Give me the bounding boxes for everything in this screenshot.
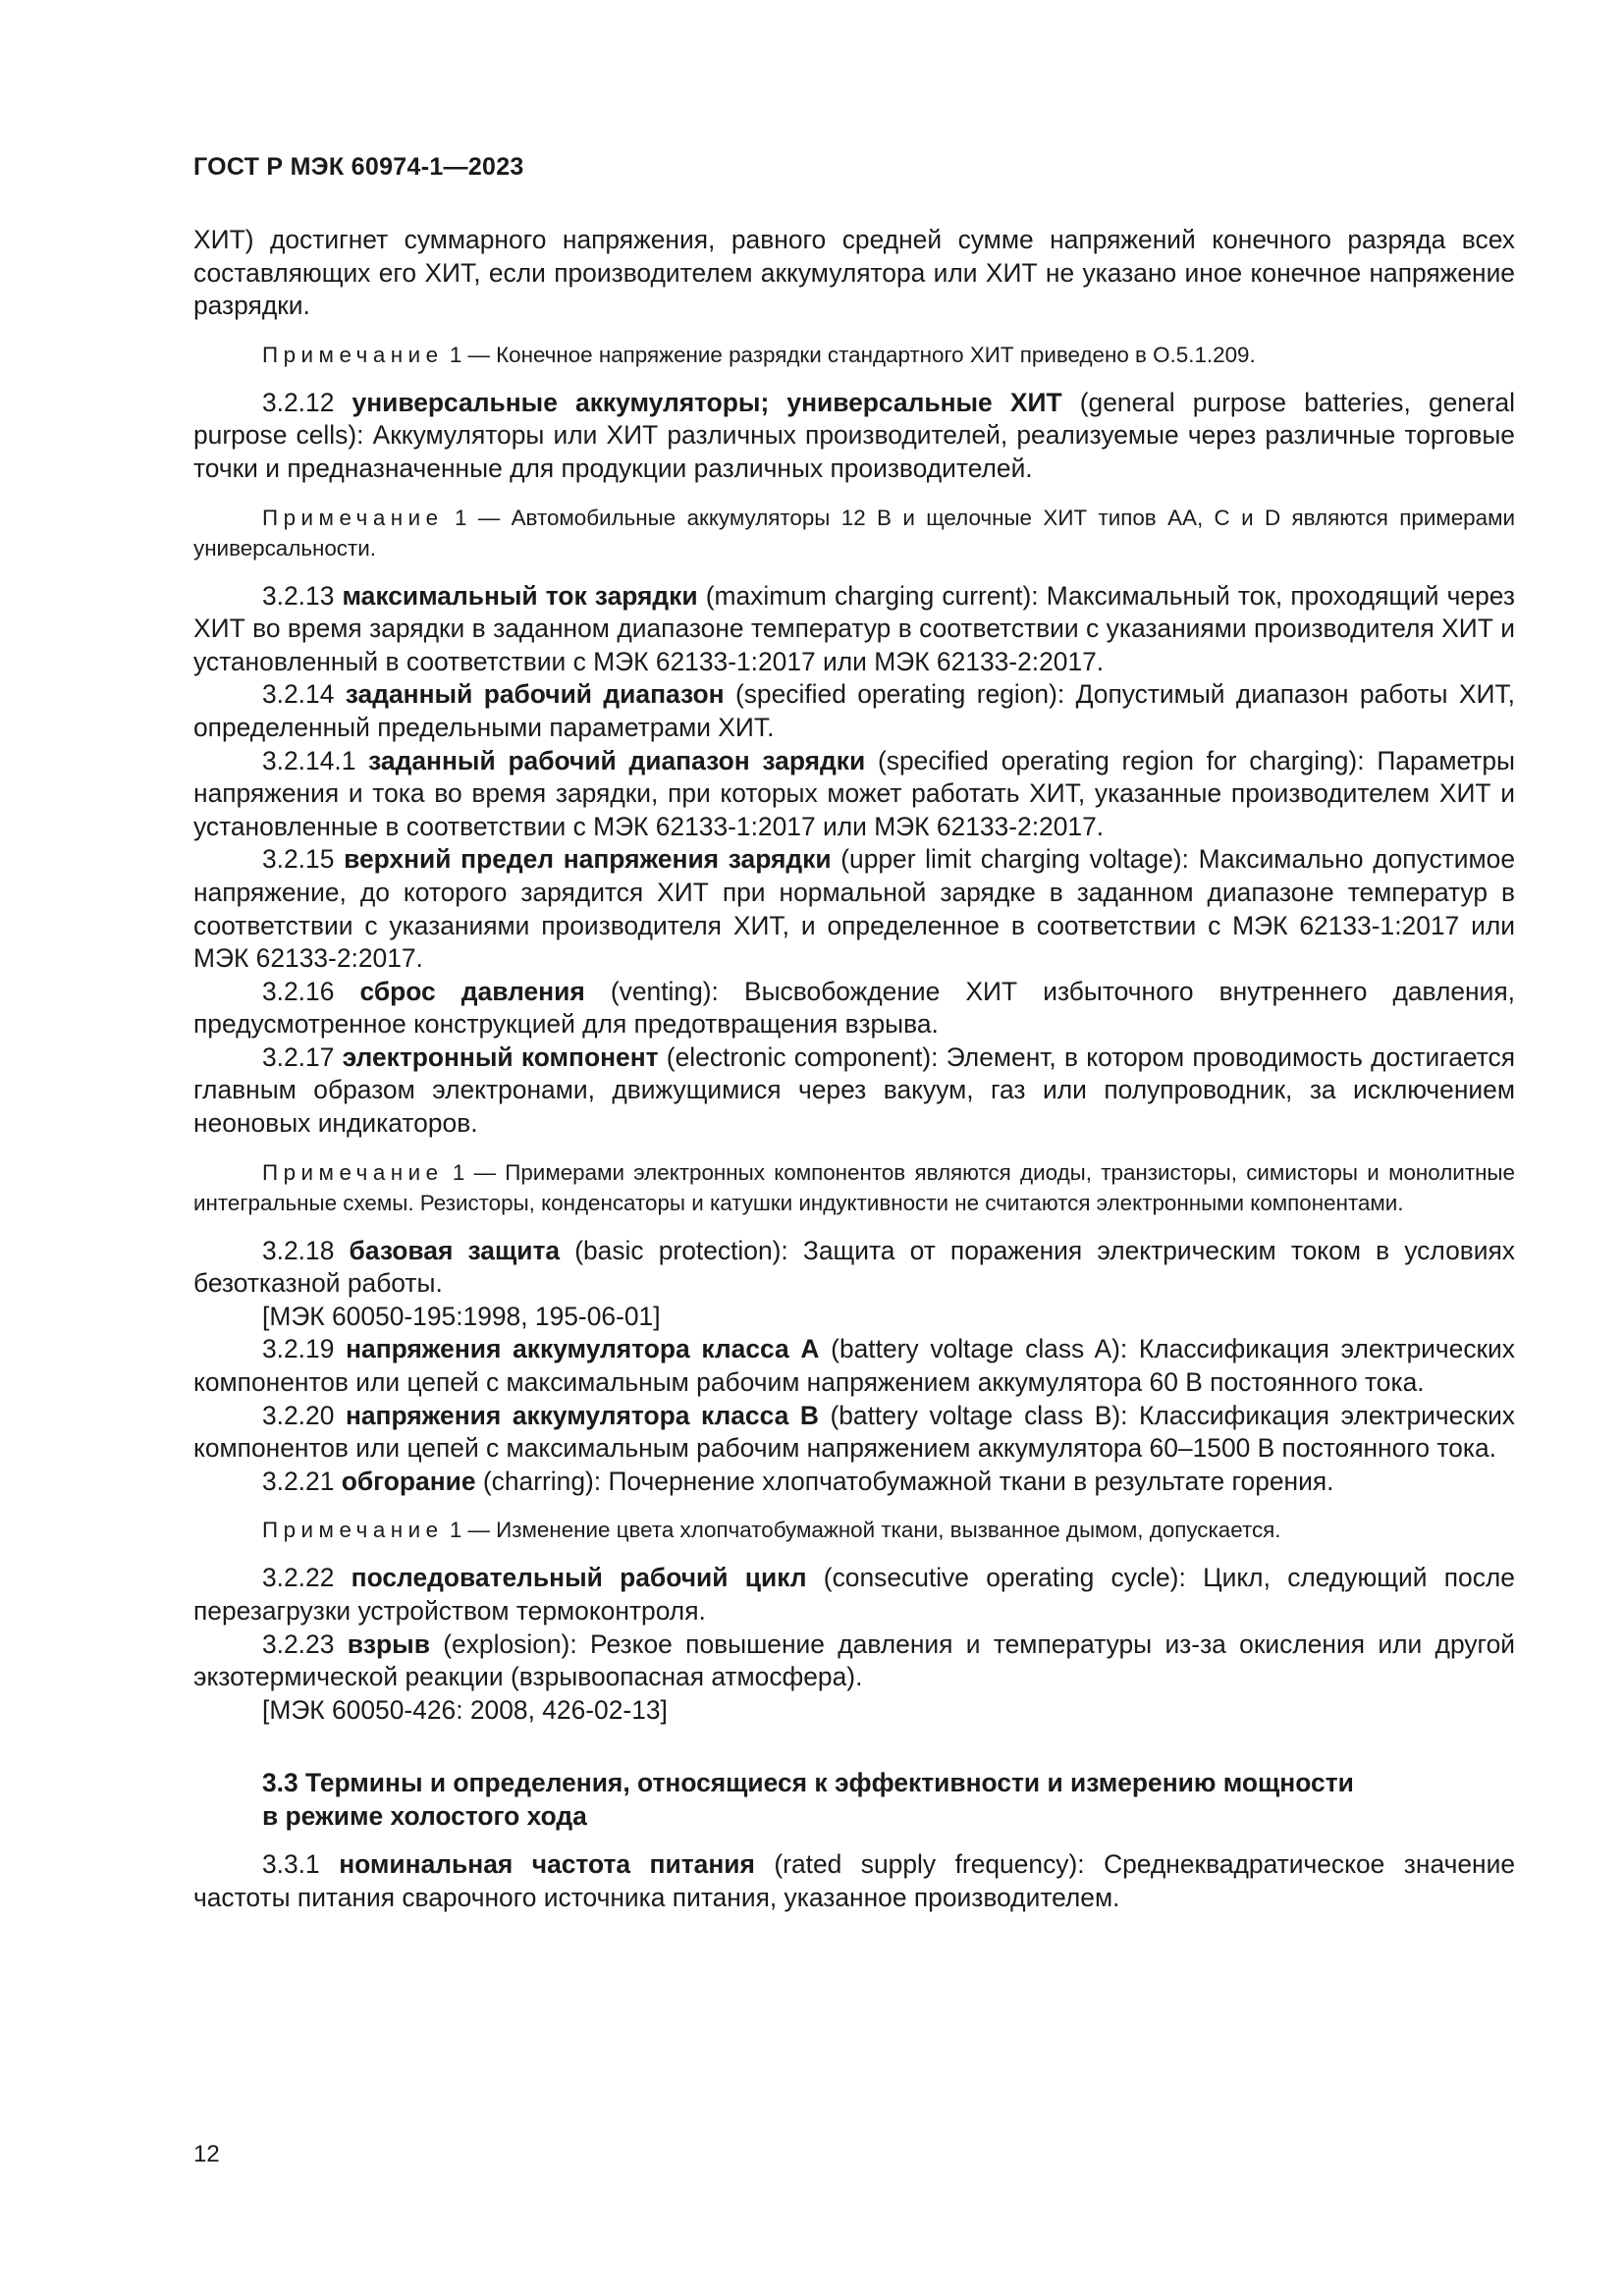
term-3-2-22: 3.2.22 последовательный рабочий цикл (consecutive operating cycle): Цикл, следующий после перезагрузки устройством термоконтроля. bbox=[193, 1563, 1515, 1626]
term-3-2-19: 3.2.19 напряжения аккумулятора класса А (battery voltage class A): Классификация электрических компонентов или цепей с максимальным рабочим напряжением аккумулятора 60 В постоянного тока. bbox=[193, 1334, 1515, 1398]
document-header: ГОСТ Р МЭК 60974-1—2023 bbox=[193, 153, 524, 181]
term-3-2-13: 3.2.13 максимальный ток зарядки (maximum charging current): Максимальный ток, проходящий через ХИТ во время зарядки в заданном диапазоне температур в соответствии с указаниями производителя ХИТ и установленный в соответствии с МЭК 62133-1:2017 или МЭК 62133-2:2017. bbox=[193, 580, 1515, 676]
term-3-3-1: 3.3.1 номинальная частота питания (rated supply frequency): Среднеквадратическое значение частоты питания сварочного источника питания, указанное производителем. bbox=[193, 1849, 1515, 1912]
document-body bbox=[193, 224, 1515, 1915]
term-3-2-14-1: 3.2.14.1 заданный рабочий диапазон зарядки (specified operating region for charging): Параметры напряжения и тока во время зарядки, при которых может работать ХИТ, указанные производителем ХИТ и установленные в соответствии с МЭК 62133-1:2017 или МЭК 62133-2:2017. bbox=[193, 745, 1515, 841]
term-3-2-21: 3.2.21 обгорание (charring): Почернение хлопчатобумажной ткани в результате горения. bbox=[262, 1466, 1334, 1496]
note-label: Примечание bbox=[262, 342, 444, 367]
note-3: Примечание 1 — Примерами электронных компонентов являются диоды, транзисторы, симисторы и монолитные интегральные схемы. Резисторы, конденсаторы и катушки индуктивности не считаются электронными компонентами. bbox=[193, 1159, 1515, 1215]
reference-1: [МЭК 60050-195:1998, 195-06-01] bbox=[262, 1301, 661, 1331]
term-3-2-14: 3.2.14 заданный рабочий диапазон (specified operating region): Допустимый диапазон работы ХИТ, определенный предельными параметрами ХИТ. bbox=[193, 679, 1515, 742]
reference-2: [МЭК 60050-426: 2008, 426-02-13] bbox=[262, 1694, 668, 1725]
note-4: Примечание 1 — Изменение цвета хлопчатобумажной ткани, вызванное дымом, допускается. bbox=[262, 1518, 1281, 1543]
page-number: 12 bbox=[193, 2141, 220, 2167]
term-3-2-15: 3.2.15 верхний предел напряжения зарядки (upper limit charging voltage): Максимально допустимое напряжение, до которого зарядится ХИТ при нормальной зарядке в заданном диапазоне температур в соответствии с указаниями производителя ХИТ, и определенное в соответствии с МЭК 62133-1:2017 или МЭК 62133-2:2017. bbox=[193, 844, 1515, 974]
note-2: Примечание 1 — Автомобильные аккумуляторы 12 В и щелочные ХИТ типов АА, С и D являются примерами универсальности. bbox=[193, 505, 1515, 561]
note-1: Примечание 1 — Конечное напряжение разрядки стандартного ХИТ приведено в О.5.1.209. bbox=[262, 342, 1256, 367]
term-3-2-16: 3.2.16 сброс давления (venting): Высвобождение ХИТ избыточного внутреннего давления, предусмотренное конструкцией для предотвращения взрыва. bbox=[193, 976, 1515, 1040]
note-label: Примечание bbox=[262, 505, 444, 530]
note-label: Примечание bbox=[262, 1159, 444, 1185]
term-3-2-12: 3.2.12 универсальные аккумуляторы; универсальные ХИТ (general purpose batteries, general purpose cells): Аккумуляторы или ХИТ различных производителей, реализуемые через различные торговые точки и предназначенные для продукции различных производителей. bbox=[193, 387, 1515, 483]
term-3-2-18: 3.2.18 базовая защита (basic protection): Защита от поражения электрическим током в условиях безотказной работы. bbox=[193, 1235, 1515, 1299]
note-label: Примечание bbox=[262, 1518, 444, 1543]
term-3-2-23: 3.2.23 взрыв (explosion): Резкое повышение давления и температуры из-за окисления или другой экзотермической реакции (взрывоопасная атмосфера). bbox=[193, 1629, 1515, 1692]
term-3-2-20: 3.2.20 напряжения аккумулятора класса В (battery voltage class B): Классификация электрических компонентов или цепей с максимальным рабочим напряжением аккумулятора 60–1500 В постоянного тока. bbox=[193, 1400, 1516, 1464]
paragraph-continuation: ХИТ) достигнет суммарного напряжения, равного средней сумме напряжений конечного разряда всех составляющих его ХИТ, если производителем аккумулятора или ХИТ не указано иное конечное напряжение разрядки. bbox=[193, 225, 1515, 321]
term-3-2-17: 3.2.17 электронный компонент (electronic component): Элемент, в котором проводимость достигается главным образом электронами, движущимися через вакуум, газ или полупроводник, за исключением неоновых индикаторов. bbox=[193, 1041, 1515, 1139]
section-heading-3-3: 3.3 Термины и определения, относящиеся к эффективности и измерению мощности в режиме холостого хода bbox=[262, 1768, 1354, 1832]
